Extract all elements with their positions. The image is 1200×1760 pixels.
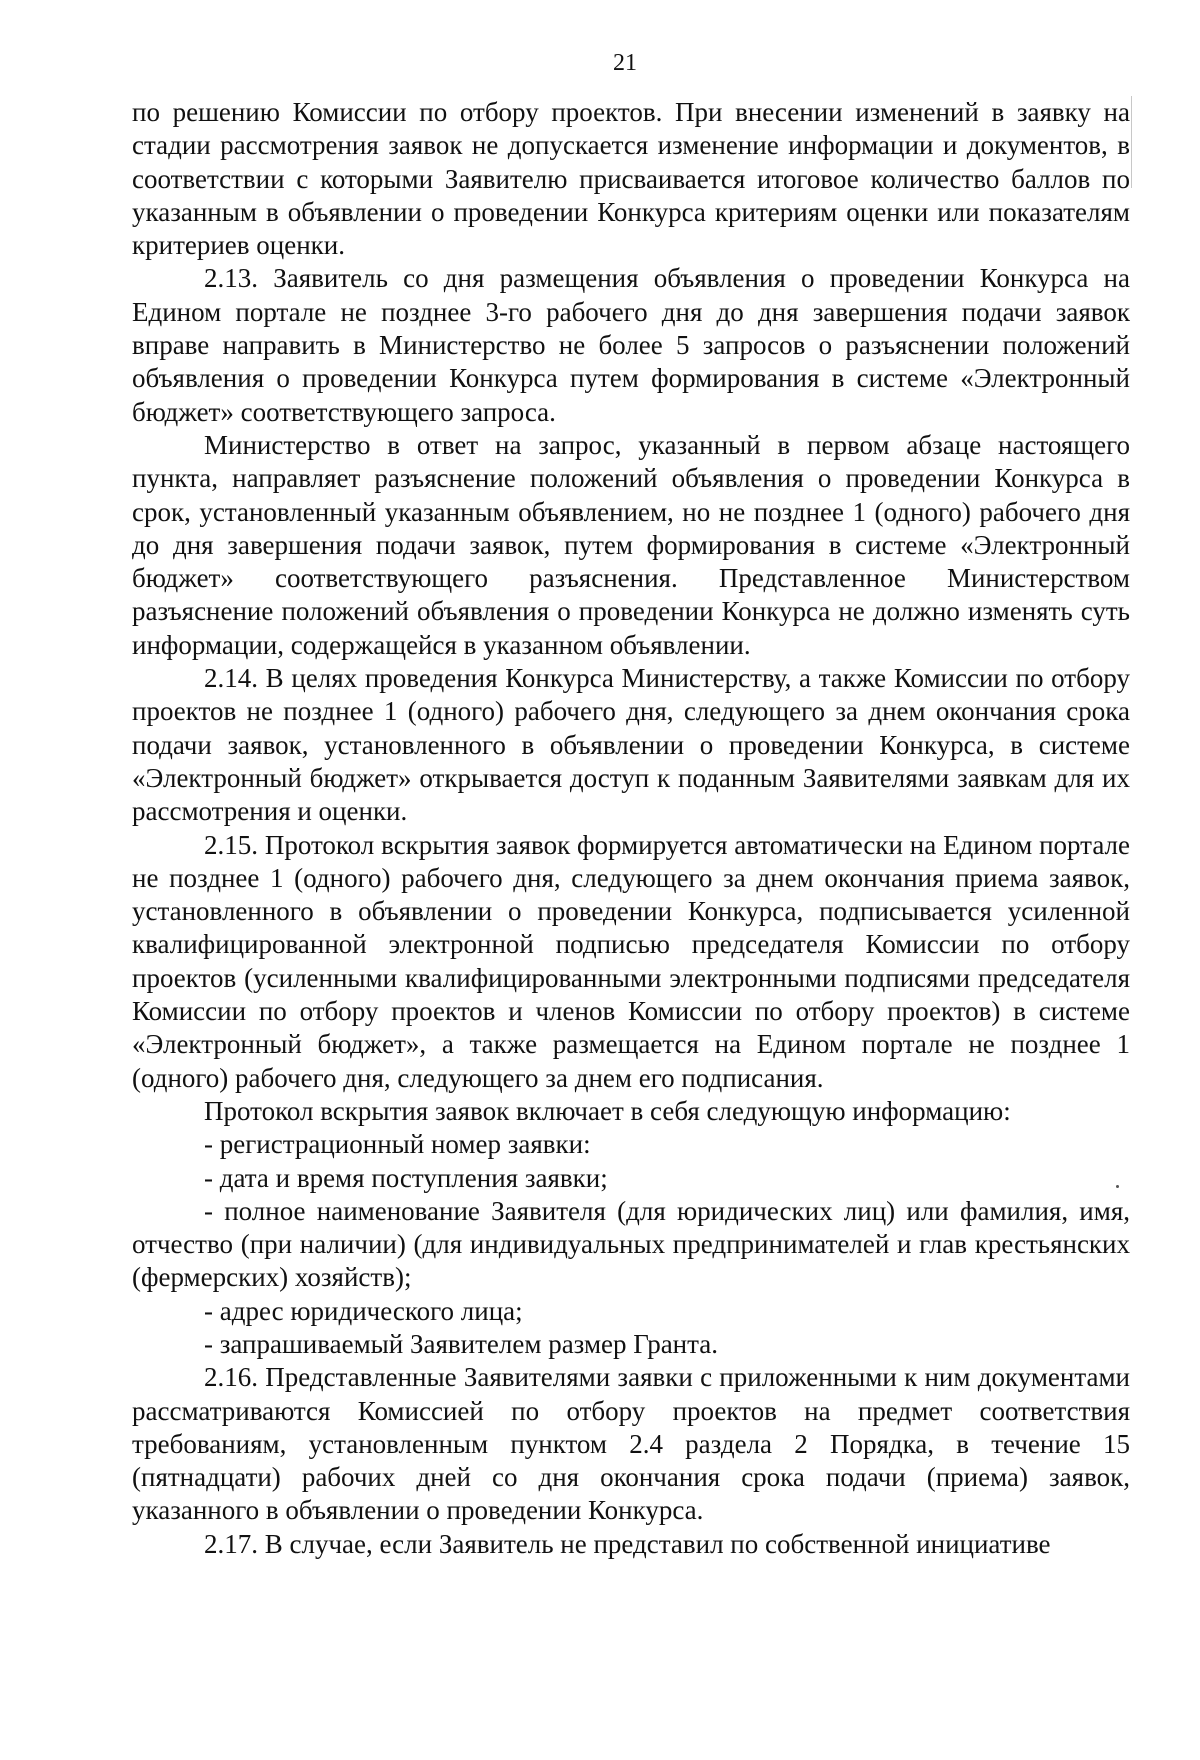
document-body	[132, 96, 1130, 1561]
list-item-grant-amount: - запрашиваемый Заявителем размер Гранта.	[204, 1328, 718, 1359]
list-item-date-time: - дата и время поступления заявки;	[204, 1162, 608, 1193]
list-item-applicant-name: - полное наименование Заявителя (для юридических лиц) или фамилия, имя, отчество (при наличии) (для индивидуальных предпринимателей и глав крестьянских (фермерских) хозяйств);	[132, 1195, 1130, 1293]
list-item-registration-number: - регистрационный номер заявки:	[204, 1129, 591, 1160]
paragraph-2-17: 2.17. В случае, если Заявитель не представил по собственной инициативе	[204, 1528, 1051, 1559]
paragraph-ministry-response: Министерство в ответ на запрос, указанный в первом абзаце настоящего пункта, направляет разъяснение положений объявления о проведении Конкурса в срок, установленный указанным объявлением, но не позднее 1 (одного) рабочего дня до дня завершения подачи заявок, путем формирования в системе «Электронный бюджет» соответствующего разъяснения. Представленное Министерством разъяснение положений объявления о проведении Конкурса не должно изменять суть информации, содержащейся в указанном объявлении.	[132, 429, 1130, 660]
paragraph-2-15: 2.15. Протокол вскрытия заявок формируется автоматически на Едином портале не позднее 1 (одного) рабочего дня, следующего за днем окончания приема заявок, установленного в объявлении о проведении Конкурса, подписывается усиленной квалифицированной электронной подписью председателя Комиссии по отбору проектов (усиленными квалифицированными электронными подписями председателя Комиссии по отбору проектов и членов Комиссии по отбору проектов) в системе «Электронный бюджет», а также размещается на Едином портале не позднее 1 (одного) рабочего дня, следующего за днем его подписания.	[132, 829, 1130, 1093]
scan-margin-mark	[1131, 96, 1132, 188]
paragraph-2-16: 2.16. Представленные Заявителями заявки с приложенными к ним документами рассматриваются Комиссией по отбору проектов на предмет соответствия требованиям, установленным пунктом 2.4 раздела 2 Порядка, в течение 15 (пятнадцати) рабочих дней со дня окончания срока подачи (приема) заявок, указанного в объявлении о проведении Конкурса.	[132, 1362, 1130, 1526]
paragraph-2-13: 2.13. Заявитель со дня размещения объявления о проведении Конкурса на Едином портале не позднее 3-го рабочего дня до дня завершения подачи заявок вправе направить в Министерство не более 5 запросов о разъяснении положений объявления о проведении Конкурса путем формирования в системе «Электронный бюджет» соответствующего запроса.	[132, 263, 1130, 427]
list-item-address: - адрес юридического лица;	[204, 1295, 523, 1326]
paragraph-protocol-info: Протокол вскрытия заявок включает в себя следующую информацию:	[204, 1095, 1011, 1126]
paragraph-continuation: по решению Комиссии по отбору проектов. При внесении изменений в заявку на стадии рассмотрения заявок не допускается изменение информации и документов, в соответствии с которыми Заявителю присваивается итоговое количество баллов по указанным в объявлении о проведении Конкурса критериям оценки или показателям критериев оценки.	[132, 97, 1130, 261]
page-number: 21	[613, 50, 637, 76]
paragraph-2-14: 2.14. В целях проведения Конкурса Министерству, а также Комиссии по отбору проектов не позднее 1 (одного) рабочего дня, следующего за днем окончания срока подачи заявок, установленного в объявлении о проведении Конкурса, в системе «Электронный бюджет» открывается доступ к поданным Заявителями заявкам для их рассмотрения и оценки.	[132, 663, 1130, 827]
